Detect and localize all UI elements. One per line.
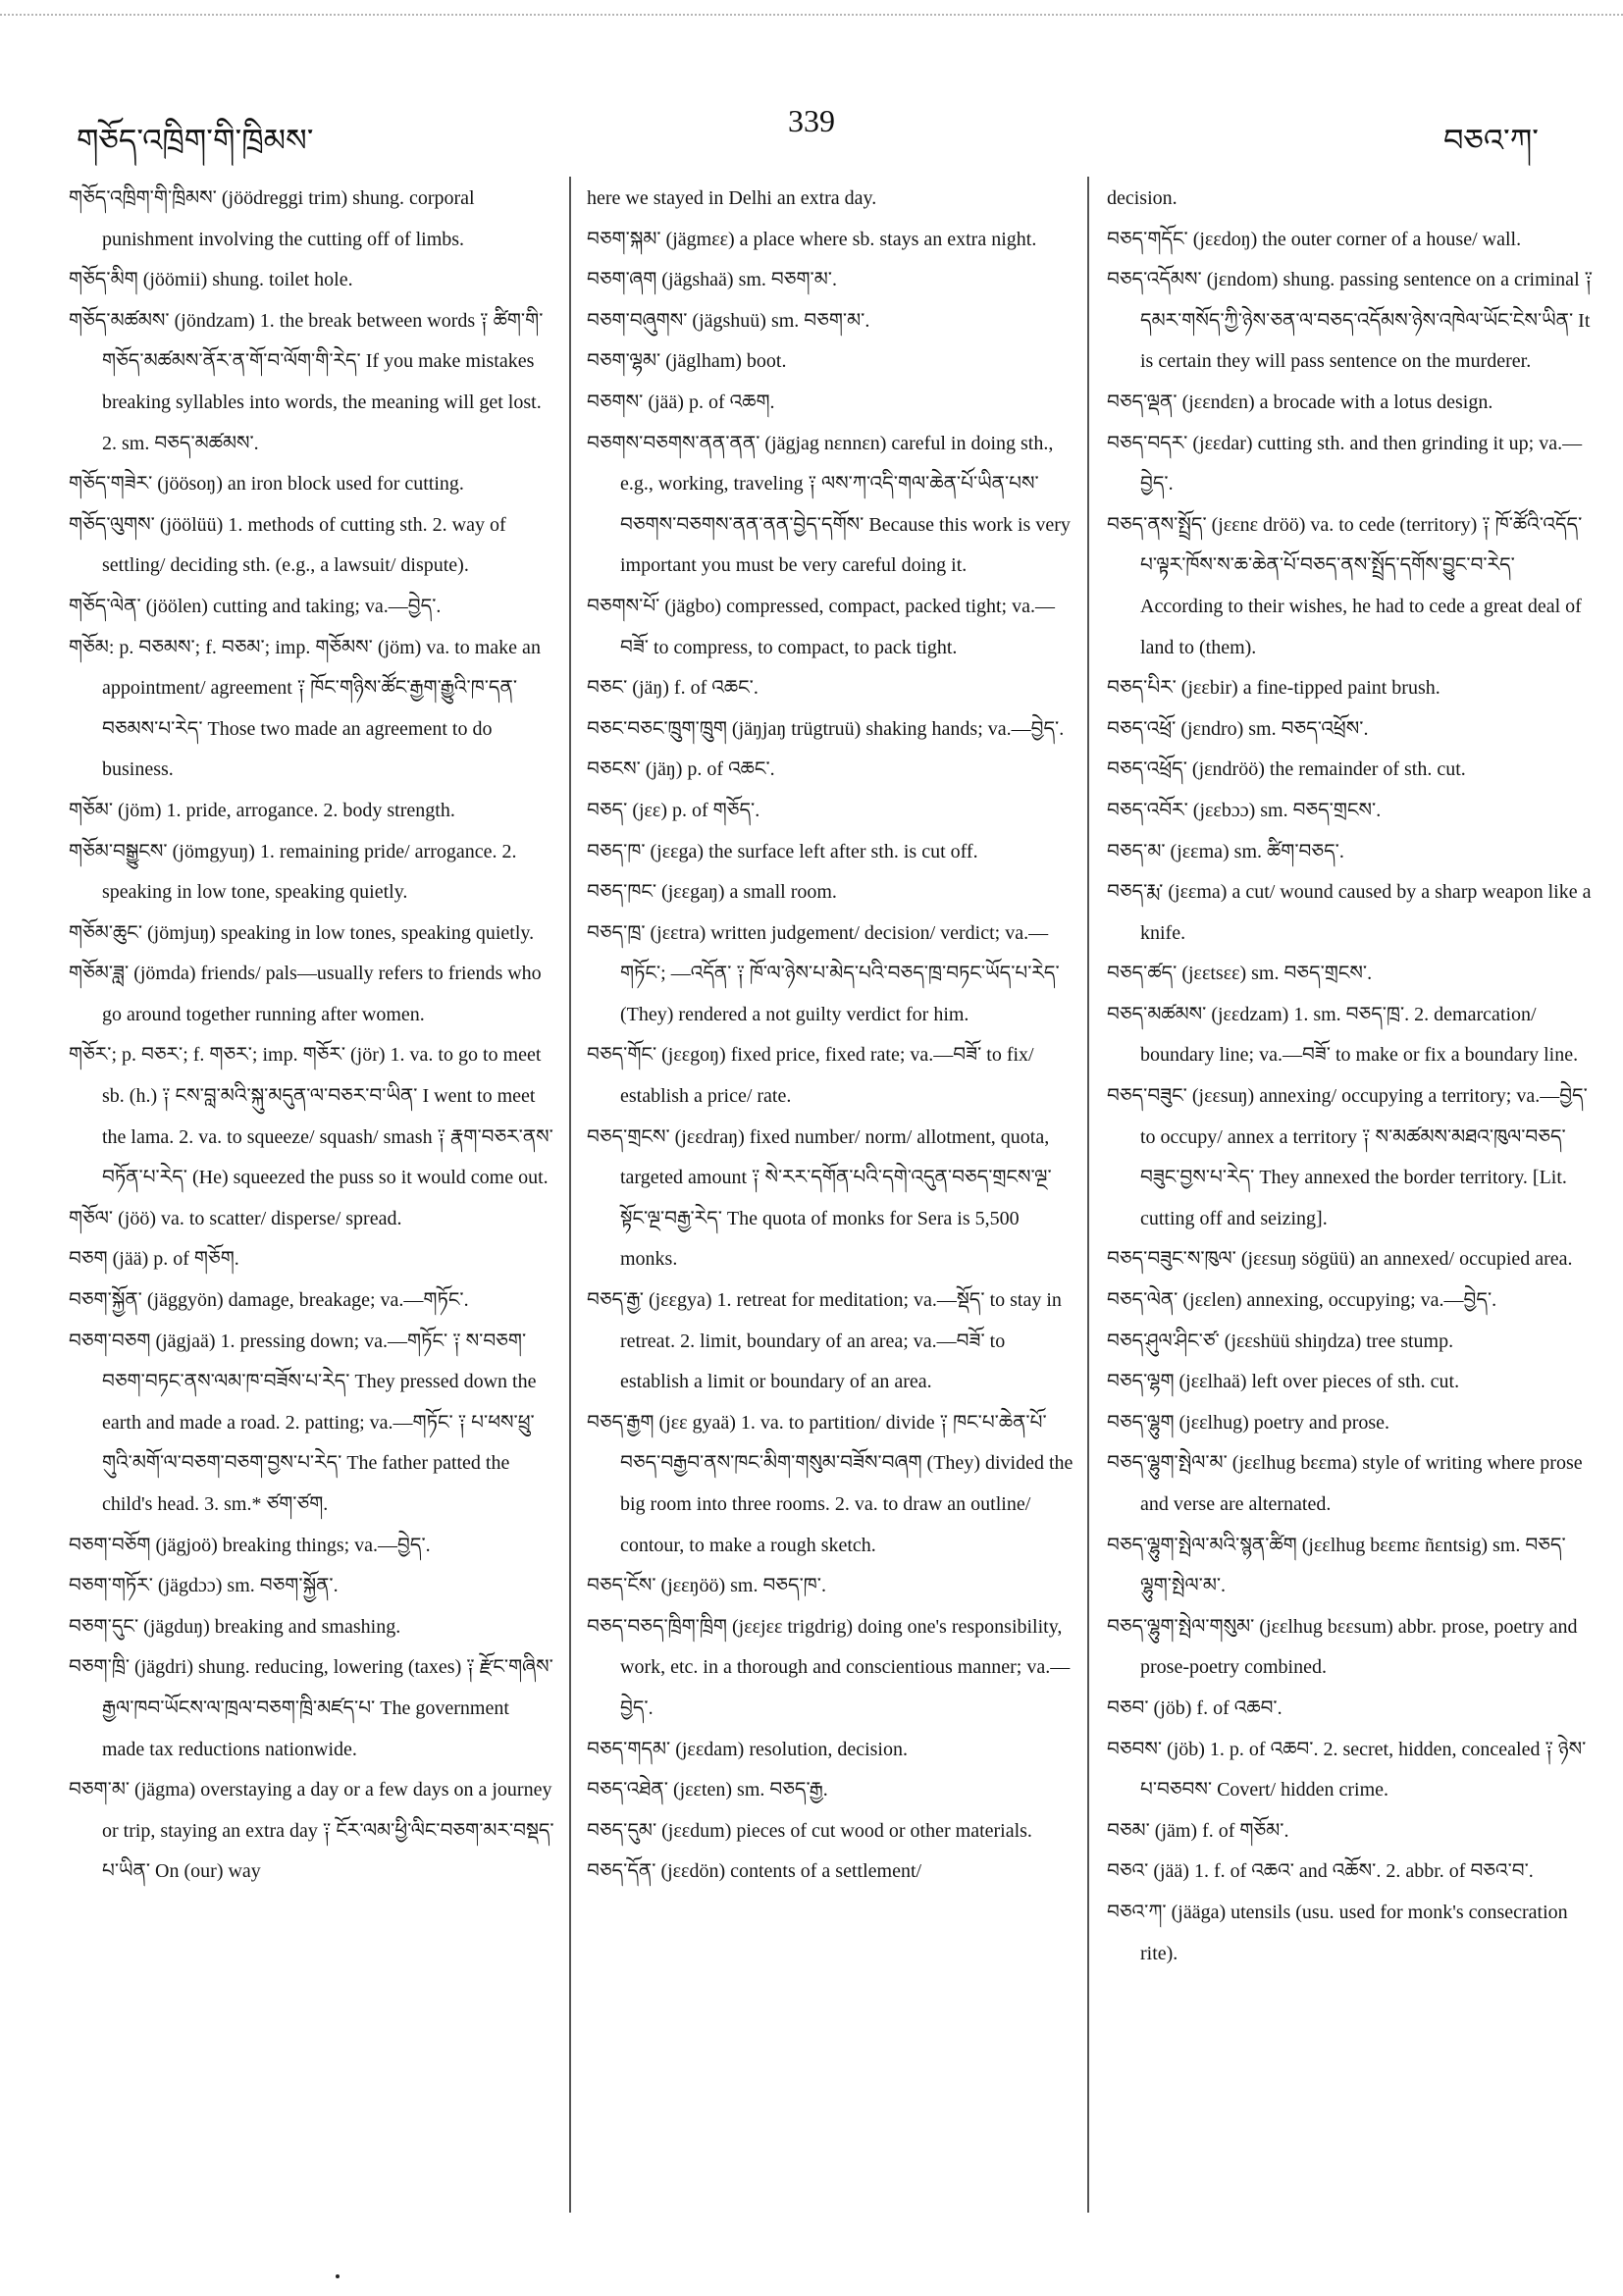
dictionary-entry: བཅབ་ (jöb) f. of འཆབ་. — [1107, 1696, 1283, 1719]
dictionary-entry: གཅོམ: p. བཅམས་; f. བཅམ་; imp. གཅོམས་ (jöm) va. to make an appointment/ agreement ༑ ཁོང་གཉིས་ཚོང་རྒྱག་རྒྱུའི་ཁ་དན་བཅམས་པ་རེད་ Those two made an agreement to do business. — [69, 636, 541, 781]
dictionary-entry: བཅགས་ (jää) p. of འཆག. — [587, 391, 775, 413]
dictionary-entry: བཅད་ལྷག (jɛɛlhaä) left over pieces of sth. cut. — [1107, 1371, 1460, 1393]
dictionary-entry: བཅད་ལྡན་ (jɛɛndɛn) a brocade with a lotus design. — [1107, 391, 1493, 413]
dictionary-entry: བཅད་ཚད་ (jɛɛtsɛɛ) sm. བཅད་གྲངས་. — [1107, 963, 1373, 985]
dictionary-entry: གཅོམ་ (jöm) 1. pride, arrogance. 2. body strength. — [69, 799, 455, 821]
dictionary-entry: བཅད་ལྷུག་སྤེལ་མའི་སྙན་ཚིག (jɛɛlhug bɛɛmɛ ñɛntsig) sm. བཅད་ལྷུག་སྤེལ་མ་. — [1107, 1534, 1566, 1597]
dictionary-entry: བཅད་མཚམས་ (jɛɛdzam) 1. sm. བཅད་ཁྲ་. 2. demarcation/ boundary line; va.—བཟོ་ to make or fix a boundary line. — [1107, 1003, 1579, 1067]
dictionary-entry: བཅད་རྒྱག (jɛɛ gyaä) 1. va. to partition/ divide ༑ ཁང་པ་ཆེན་པོ་བཅད་བརྒྱབ་ནས་ཁང་མིག་གསུམ་བཟོས་བཞག (They) divided the big room into three rooms. 2. va. to draw an outline/ contour, to make a rough sketch. — [587, 1411, 1073, 1556]
scan-edge-line — [0, 14, 1623, 16]
dictionary-entry: གཅོད་ལུགས་ (jöölüü) 1. methods of cutting sth. 2. way of settling/ deciding sth. (e.g., a lawsuit/ dispute). — [69, 513, 506, 577]
dictionary-entry: བཅད་གདམ་ (jɛɛdam) resolution, decision. — [587, 1738, 908, 1760]
dictionary-entry: གཅོད་འཁྲིག་གི་ཁྲིམས་ (jöödreggi trim) shung. corporal punishment involving the cutting off of limbs. — [69, 187, 475, 250]
dictionary-entry: བཅད་འདོམས་ (jɛndom) shung. passing sentence on a criminal ༑ དམར་གསོད་ཀྱི་ཉེས་ཅན་ལ་བཅད་འདོམས་ཉེས་འཁེལ་ཡོང་ངེས་ཡིན་ It is certain they will pass sentence on the murderer. — [1107, 269, 1594, 373]
dictionary-entry: གཅོད་གཟེར་ (jöösoŋ) an iron block used for cutting. — [69, 473, 464, 496]
dictionary-entry: བཅད་གོང་ (jɛɛgoŋ) fixed price, fixed rate; va.—བཟོ་ to fix/ establish a price/ rate. — [587, 1044, 1034, 1108]
dictionary-entry: བཅངས་ (jäŋ) p. of འཆང་. — [587, 758, 775, 781]
dictionary-entry: བཅག་ལྷམ་ (jäglham) boot. — [587, 350, 787, 373]
dictionary-entry: བཅག་སྐྱོན་ (jäggyön) damage, breakage; va.—གཏོང་. — [69, 1289, 469, 1312]
dictionary-entry: བཅའ་ (jää) 1. f. of འཆའ་ and འཆོས་. 2. abbr. of བཅའ་བ་. — [1107, 1860, 1534, 1883]
dictionary-entry: བཅད་འབོར་ (jɛɛbɔɔ) sm. བཅད་གྲངས་. — [1107, 799, 1382, 821]
dictionary-column-2 — [587, 179, 1073, 2215]
dictionary-entry: བཅག (jää) p. of གཅོག. — [69, 1248, 239, 1271]
dictionary-entry: བཅད་ལྷུག་སྤེལ་གསུམ་ (jɛɛlhug bɛɛsum) abbr. prose, poetry and prose-poetry combined. — [1107, 1615, 1578, 1679]
dictionary-entry: བཅང་བཅང་ཁྲུག་ཁྲུག (jäŋjaŋ trügtruü) shaking hands; va.—བྱེད་. — [587, 717, 1065, 740]
dictionary-entry: གཅོད་མཚམས་ (jöndzam) 1. the break between words ༑ ཚིག་གི་གཅོད་མཚམས་ནོར་ན་གོ་བ་ལོག་གི་རེད་ If you make mistakes breaking syllables into words, the meaning will get lost. 2. sm. བཅད་མཚམས་. — [69, 309, 544, 454]
dictionary-entry: བཅག་ཁྲི་ (jägdri) shung. reducing, lowering (taxes) ༑ རྫོང་གཞིས་རྒྱལ་ཁབ་ཡོངས་ལ་ཁྲལ་བཅག་ཁྲི་མཛད་པ་ The government made tax reductions nationwide. — [69, 1656, 553, 1760]
dictionary-entry: བཅག་གཏོར་ (jägdɔɔ) sm. བཅག་སྐྱོན་. — [69, 1575, 339, 1597]
dictionary-entry: བཅད་ (jɛɛ) p. of གཅོད་. — [587, 799, 760, 821]
dictionary-entry: བཅད་མ་ (jɛɛma) sm. ཚིག་བཅད་. — [1107, 840, 1344, 862]
dictionary-entry: གཅོམ་བསྒྱུངས་ (jömgyuŋ) 1. remaining pride/ arrogance. 2. speaking in low tone, speaking quietly. — [69, 840, 517, 904]
dictionary-entry: decision. — [1107, 187, 1178, 209]
dictionary-entry: བཅད་པིར་ (jɛɛbir) a fine-tipped paint brush. — [1107, 677, 1440, 700]
dictionary-entry: གཅོར་; p. བཅར་; f. གཅར་; imp. གཅོར་ (jör) 1. va. to go to meet sb. (h.) ༑ ངས་བླ་མའི་སྐུ་མདུན་ལ་བཅར་བ་ཡིན་ I went to meet the lama. 2. va. to squeeze/ squash/ smash ༑ རྣག་བཅར་ནས་བཏོན་པ་རེད་ (He) squeezed the puss so it would come out. — [69, 1044, 553, 1189]
dictionary-entry: བཅད་བཟུང་ས་ཁུལ་ (jɛɛsuŋ sögüü) an annexed/ occupied area. — [1107, 1248, 1573, 1271]
dictionary-entry: བཅམ་ (jäm) f. of གཅོམ་. — [1107, 1819, 1289, 1842]
dictionary-entry: བཅག་བཞུགས་ (jägshuü) sm. བཅག་མ་. — [587, 309, 870, 332]
dictionary-entry: བཅད་འཐེན་ (jɛɛten) sm. བཅད་རྒྱ. — [587, 1779, 828, 1801]
dictionary-entry: བཅད་ཁང་ (jɛɛgaŋ) a small room. — [587, 881, 837, 904]
dictionary-entry: བཅད་ངོས་ (jɛɛŋöö) sm. བཅད་ཁ་. — [587, 1575, 826, 1597]
dictionary-column-1 — [69, 179, 555, 2215]
dictionary-entry: གཅོད་ལེན་ (jöölen) cutting and taking; va.—བྱེད་. — [69, 595, 442, 617]
dictionary-entry: བཅད་བཟུང་ (jɛɛsuŋ) annexing/ occupying a territory; va.—བྱེད་ to occupy/ annex a territory ༑ ས་མཚམས་མཐའ་ཁུལ་བཅད་བཟུང་བྱས་པ་རེད་ They annexed the border territory. [Lit. cutting off and seizing]. — [1107, 1085, 1588, 1229]
dictionary-entry: གཅོད་མིག (jöömii) shung. toilet hole. — [69, 269, 353, 291]
print-speck — [336, 2274, 340, 2278]
column-divider — [1087, 177, 1089, 2213]
dictionary-entry: བཅད་གྲངས་ (jɛɛdraŋ) fixed number/ norm/ allotment, quota, targeted amount ༑ སེ་རར་དགོན་པའི་དགེ་འདུན་བཅད་གྲངས་ལྔ་སྟོང་ལྔ་བརྒྱ་རེད་ The quota of monks for Sera is 5,500 monks. — [587, 1125, 1052, 1271]
dictionary-entry: བཅག་བཅོག (jägjoö) breaking things; va.—བྱེད་. — [69, 1534, 431, 1556]
dictionary-entry: བཅད་གདོང་ (jɛɛdoŋ) the outer corner of a house/ wall. — [1107, 228, 1522, 250]
dictionary-entry: བཅད་བཅད་ཁྲིག་ཁྲིག (jɛɛjɛɛ trigdrig) doing one's responsibility, work, etc. in a thorough and conscientious manner; va.—བྱེད་. — [587, 1615, 1071, 1719]
dictionary-entry: བཅག་བཅག (jägjaä) 1. pressing down; va.—གཏོང་ ༑ ས་བཅག་བཅག་བཏང་ནས་ལམ་ཁ་བཟོས་པ་རེད་ They pressed down the earth and made a road. 2. patting; va.—གཏོང་ ༑ པ་ཕས་ཕྲུ་གུའི་མགོ་ལ་བཅག་བཅག་བྱས་པ་རེད་ The father patted the child's head. 3. sm.* ཙག་ཙག. — [69, 1330, 537, 1515]
dictionary-entry: བཅག་སྐམ་ (jägmɛɛ) a place where sb. stays an extra night. — [587, 228, 1037, 250]
dictionary-entry: here we stayed in Delhi an extra day. — [587, 187, 877, 209]
dictionary-entry: བཅད་ནས་སྤྲོད་ (jɛɛnɛ dröö) va. to cede (territory) ༑ ཁོ་ཚོའི་འདོད་པ་ལྟར་ཁོས་ས་ཆ་ཆེན་པོ་བཅད་ནས་སྤྲོད་དགོས་བྱུང་བ་རེད་ According to their wishes, he had to cede a great deal of land to (them). — [1107, 513, 1583, 658]
dictionary-entry: བཅགས་པོ་ (jägbo) compressed, compact, packed tight; va.—བཟོ་ to compress, to compact, to pack tight. — [587, 595, 1055, 658]
dictionary-entry: བཅད་རྒྱ་ (jɛɛgya) 1. retreat for meditation; va.—སྡོད་ to stay in retreat. 2. limit, boundary of an area; va.—བཟོ་ to establish a limit or boundary of an area. — [587, 1289, 1062, 1393]
dictionary-entry: བཅད་ལྷུག་སྤེལ་མ་ (jɛɛlhug bɛɛma) style of writing where prose and verse are alternated. — [1107, 1452, 1583, 1515]
page-number: 339 — [788, 103, 835, 138]
dictionary-entry: བཅག་མ་ (jägma) overstaying a day or a few days on a journey or trip, staying an extra day ༑ ངོར་ལམ་ཕྱི་ལིང་བཅག་མར་བསྡད་པ་ཡིན་ On (our) way — [69, 1779, 554, 1883]
running-head-right: བཅའ་ཀ་ — [1443, 122, 1539, 159]
dictionary-entry: བཅག་ཞག (jägshaä) sm. བཅག་མ་. — [587, 269, 837, 291]
dictionary-entry: བཅད་ལེན་ (jɛɛlen) annexing, occupying; va.—བྱེད་. — [1107, 1289, 1497, 1312]
dictionary-entry: བཅབས་ (jöb) 1. p. of འཆབ་. 2. secret, hidden, concealed ༑ ཉེས་པ་བཅབས་ Covert/ hidden crime. — [1107, 1738, 1587, 1801]
dictionary-entry: གཅོམ་ཆུང་ (jömjuŋ) speaking in low tones, speaking quietly. — [69, 921, 535, 944]
running-head-left: གཅོད་འཁྲིག་གི་ཁྲིམས་ — [77, 122, 314, 159]
dictionary-entry: བཅད་རྨ་ (jɛɛma) a cut/ wound caused by a sharp weapon like a knife. — [1107, 881, 1592, 944]
dictionary-entry: བཅད་དུམ་ (jɛɛdum) pieces of cut wood or other materials. — [587, 1819, 1032, 1842]
dictionary-entry: བཅད་བདར་ (jɛɛdar) cutting sth. and then grinding it up; va.—བྱེད་. — [1107, 432, 1583, 496]
dictionary-entry: བཅའ་ཀ་ (jääga) utensils (usu. used for monk's consecration rite). — [1107, 1901, 1568, 1964]
dictionary-entry: བཅད་ཁྲ་ (jɛɛtra) written judgement/ decision/ verdict; va.—གཏོང་; —འདོན་ ༑ ཁོ་ལ་ཉེས་པ་མེད་པའི་བཅད་ཁྲ་བཏང་ཡོད་པ་རེད་ (They) rendered a not guilty verdict for him. — [587, 921, 1060, 1025]
column-divider — [569, 177, 571, 2213]
dictionary-entry: གཅོལ་ (jöö) va. to scatter/ disperse/ spread. — [69, 1207, 402, 1229]
dictionary-column-3 — [1107, 179, 1594, 2215]
dictionary-entry: བཅག་དུང་ (jägduŋ) breaking and smashing. — [69, 1615, 401, 1638]
dictionary-entry: བཅད་འཕྲོ་ (jɛndro) sm. བཅད་འཕྲོས་. — [1107, 717, 1369, 740]
dictionary-entry: གཅོམ་ཟླ་ (jömda) friends/ pals—usually refers to friends who go around together running after women. — [69, 963, 542, 1025]
dictionary-entry: བཅང་ (jäŋ) f. of འཆང་. — [587, 677, 759, 700]
dictionary-entry: བཅད་འཕྲོད་ (jɛndröö) the remainder of sth. cut. — [1107, 758, 1466, 781]
dictionary-entry: བཅགས་བཅགས་ནན་ནན་ (jägjag nɛnnɛn) careful in doing sth., e.g., working, traveling ༑ ལས་ཀ་འདི་གལ་ཆེན་པོ་ཡིན་པས་བཅགས་བཅགས་ནན་ནན་བྱེད་དགོས་ Because this work is very important you must be very careful doing it. — [587, 432, 1071, 577]
dictionary-entry: བཅད་ཁ་ (jɛɛga) the surface left after sth. is cut off. — [587, 840, 978, 862]
dictionary-entry: བཅད་ལྷུག (jɛɛlhug) poetry and prose. — [1107, 1411, 1390, 1434]
dictionary-entry: བཅད་ཤུལ་ཤིང་ཙ་ (jɛɛshüü shiŋdza) tree stump. — [1107, 1330, 1454, 1352]
dictionary-entry: བཅད་དོན་ (jɛɛdön) contents of a settlement/ — [587, 1860, 922, 1883]
